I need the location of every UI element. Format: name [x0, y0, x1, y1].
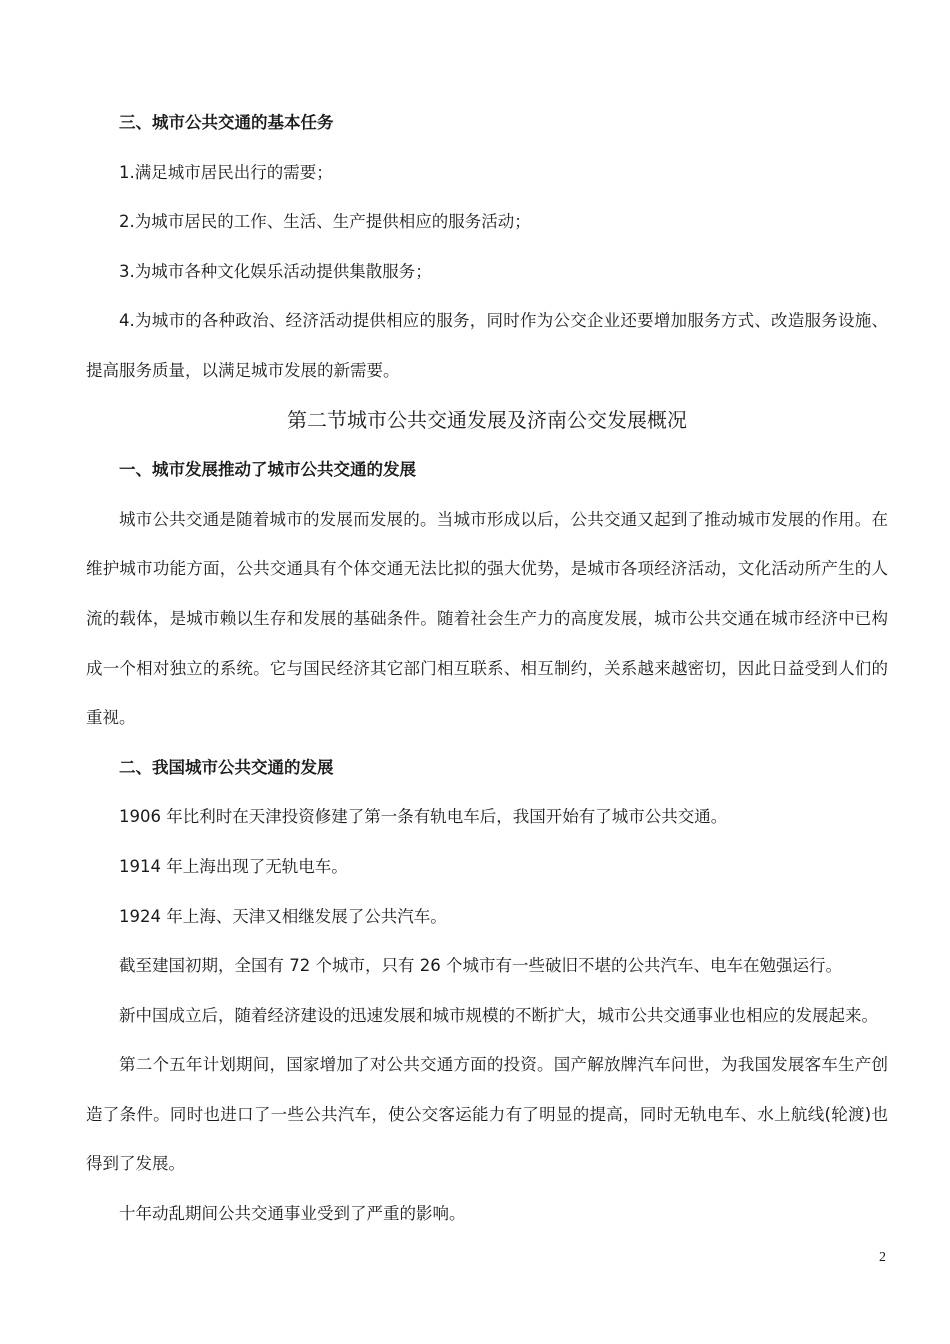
part2-paragraph-ten-years: 十年动乱期间公共交通事业受到了严重的影响。: [119, 1204, 466, 1224]
page-number: 2: [879, 1250, 886, 1265]
part1-heading: 一、城市发展推动了城市公共交通的发展: [119, 460, 416, 480]
section-heading-basic-tasks: 三、城市公共交通的基本任务: [119, 113, 334, 132]
part2-paragraph-1924: 1924 年上海、天津又相继发展了公共汽车。: [119, 906, 447, 926]
part2-paragraph-new-china: 新中国成立后，随着经济建设的迅速发展和城市规模的不断扩大，城市公共交通事业也相应的发展起来。: [119, 1005, 878, 1025]
part2-heading: 二、我国城市公共交通的发展: [119, 757, 334, 777]
part2-paragraph-second-five-year-plan: 第二个五年计划期间，国家增加了对公共交通方面的投资。国产解放牌汽车问世，为我国发展客车生产创造了条件。同时也进口了一些公共汽车，使公交客运能力有了明显的提高，同时无轨电车、水上航线(轮渡)也得到了发展。: [86, 1055, 888, 1174]
task-item-1: 1.满足城市居民出行的需要；: [119, 162, 333, 182]
part2-paragraph-early-prc: 截至建国初期，全国有 72 个城市，只有 26 个城市有一些破旧不堪的公共汽车、电车在勉强运行。: [119, 956, 842, 976]
part2-paragraph-1906: 1906 年比利时在天津投资修建了第一条有轨电车后，我国开始有了城市公共交通。: [119, 807, 728, 827]
task-item-3: 3.为城市各种文化娱乐活动提供集散服务；: [119, 261, 432, 281]
document-page: [86, 98, 888, 1239]
task-item-2: 2.为城市居民的工作、生活、生产提供相应的服务活动；: [119, 212, 531, 232]
section-title: 第二节城市公共交通发展及济南公交发展概况: [287, 407, 687, 432]
part1-paragraph: 城市公共交通是随着城市的发展而发展的。当城市形成以后，公共交通又起到了推动城市发展的作用。在维护城市功能方面，公共交通具有个体交通无法比拟的强大优势，是城市各项经济活动，文化活动所产生的人流的载体，是城市赖以生存和发展的基础条件。随着社会生产力的高度发展，城市公共交通在城市经济中已构成一个相对独立的系统。它与国民经济其它部门相互联系、相互制约，关系越来越密切，因此日益受到人们的重视。: [86, 509, 888, 728]
part2-paragraph-1914: 1914 年上海出现了无轨电车。: [119, 856, 348, 876]
task-item-4: 4.为城市的各种政治、经济活动提供相应的服务，同时作为公交企业还要增加服务方式、改造服务设施、提高服务质量，以满足城市发展的新需要。: [86, 311, 888, 380]
